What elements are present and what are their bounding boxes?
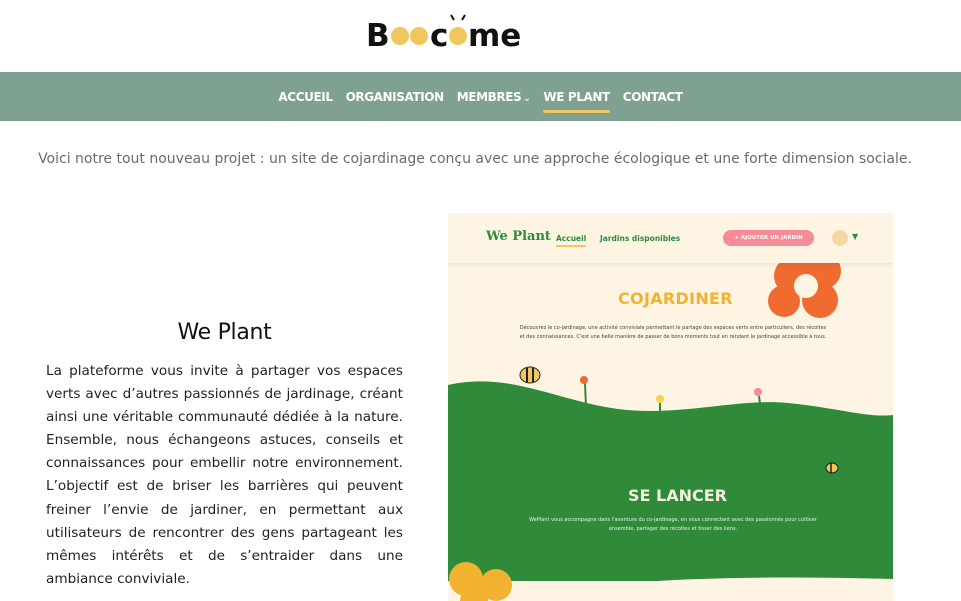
intro-text: Voici notre tout nouveau projet : un site de cojardinage conçu avec une approche écologique et une forte dimension sociale. xyxy=(38,151,912,167)
weplant-preview-image xyxy=(448,213,893,601)
section-title: We Plant xyxy=(177,320,272,345)
preview-illustration xyxy=(448,213,893,601)
logo-letters-c: c xyxy=(430,18,449,54)
bee-icon xyxy=(520,367,540,383)
nav-item-organisation[interactable]: ORGANISATION xyxy=(345,89,444,104)
logo-letters-me: me xyxy=(468,18,522,54)
preview-add-garden-button: + AJOUTER UN JARDIN xyxy=(723,230,814,246)
nav-item-accueil[interactable]: ACCUEIL xyxy=(278,89,333,104)
logo-letters-b: B xyxy=(366,18,390,54)
preview-caret-icon: ▼ xyxy=(852,232,859,241)
preview-link-jardins: Jardins disponibles xyxy=(600,234,681,243)
nav-menu xyxy=(0,72,961,121)
logo-antenna-1 xyxy=(451,15,454,20)
logo-graphic xyxy=(366,14,531,54)
beecome-logo[interactable] xyxy=(366,14,531,54)
logo-bee-eye-2 xyxy=(410,27,428,45)
preview-title-se-lancer: SE LANCER xyxy=(628,486,727,505)
preview-title-cojardiner: COJARDINER xyxy=(618,289,733,308)
preview-avatar xyxy=(832,230,848,246)
preview-desc: Découvrez le co-jardinage, une activité conviviale permettant le partage des espaces verts entre particuliers, des récoltes et des connaissances. C'est une belle manière de passer de bons moments tout en rendant le jardinage accessible à tous. xyxy=(519,325,827,340)
preview-desc2: WePlant vous accompagne dans l'aventure du co-jardinage, en vous connectant avec des passionnés pour cultiver ensemble, partager des récoltes et tisser des liens. xyxy=(529,517,817,532)
cream-wave xyxy=(523,578,893,601)
logo-bee-eye-1 xyxy=(391,27,409,45)
nav-item-membres[interactable] xyxy=(457,90,531,104)
nav-item-we-plant[interactable]: WE PLANT xyxy=(543,89,610,104)
section-body: La plateforme vous invite à partager vos espaces verts avec d’autres passionnés de jardinage, créant ainsi une véritable communauté dédiée à la nature. Ensemble, nous échangeons astuces, conseils et connaissances pour embellir notre environnement. L’objectif est de briser les barrières qui peuvent freiner l’envie de jardiner, en permettant aux utilisateurs de rencontrer des gens partageant les mêmes intérêts et de s’entraider dans une ambiance conviviale. xyxy=(46,363,403,587)
main-navbar xyxy=(0,72,961,121)
nav-item-membres-label: MEMBRES xyxy=(456,89,522,104)
bee-icon-small xyxy=(826,463,838,473)
preview-link-accueil: Accueil xyxy=(556,234,587,243)
preview-logo: We Plant xyxy=(486,229,551,244)
nav-item-contact[interactable]: CONTACT xyxy=(622,89,683,104)
green-hill xyxy=(448,381,893,581)
chevron-down-icon: ⌄ xyxy=(523,93,531,104)
logo-bee-eye-3 xyxy=(449,27,467,45)
logo-antenna-2 xyxy=(462,15,465,20)
